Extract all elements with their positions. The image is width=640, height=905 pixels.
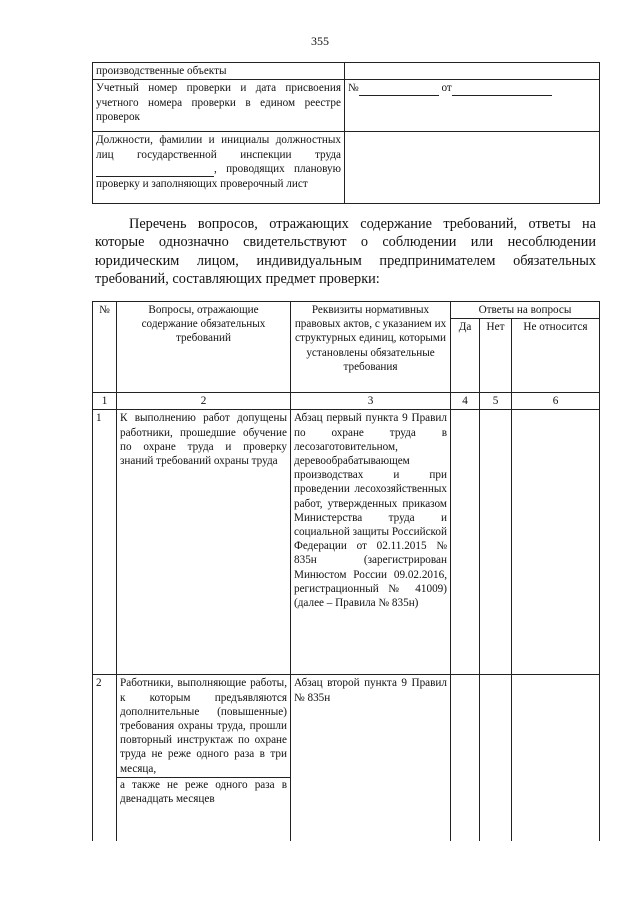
column-number: 6 bbox=[512, 393, 600, 410]
header-num: № bbox=[93, 302, 117, 393]
header-row bbox=[93, 302, 600, 319]
column-number: 3 bbox=[291, 393, 451, 410]
table-row bbox=[93, 132, 600, 204]
answer-no-cell[interactable] bbox=[480, 675, 512, 841]
number-blank-line bbox=[359, 85, 439, 96]
date-prefix: от bbox=[441, 82, 452, 95]
row-number: 1 bbox=[93, 410, 117, 675]
answer-na-cell[interactable] bbox=[512, 410, 600, 675]
inspectors-label bbox=[93, 132, 345, 204]
production-objects-label: производственные объекты bbox=[93, 63, 345, 80]
page-number: 355 bbox=[311, 34, 329, 48]
column-number: 2 bbox=[117, 393, 291, 410]
row-question-part2: а также не реже одного раза в двенадцать месяцев bbox=[120, 778, 287, 806]
table-row bbox=[93, 675, 600, 841]
column-number: 1 bbox=[93, 393, 117, 410]
requirements-table bbox=[92, 301, 600, 841]
answer-no-cell[interactable] bbox=[480, 410, 512, 675]
inspection-number-label: Учетный номер проверки и дата присвоения учетного номера проверки в едином реестре проверок bbox=[93, 80, 345, 132]
intro-paragraph: Перечень вопросов, отражающих содержание требований, ответы на которые однозначно свидетельствуют о соблюдении или несоблюдении юридическим лицом, индивидуальным предпринимателем обязательных требований, составляющих предмет проверки: bbox=[95, 216, 596, 288]
answer-yes-cell[interactable] bbox=[451, 410, 480, 675]
header-questions: Вопросы, отражающие содержание обязательных требований bbox=[117, 302, 291, 393]
date-blank-line bbox=[452, 85, 552, 96]
column-number: 4 bbox=[451, 393, 480, 410]
header-na: Не относится bbox=[512, 319, 600, 393]
row-requisite: Абзац второй пункта 9 Правил № 835н bbox=[291, 675, 451, 841]
row-question: К выполнению работ допущены работники, прошедшие обучение по охране труда и проверку знаний требований охраны труда bbox=[117, 410, 291, 675]
row-question-part1: Работники, выполняющие работы, к которым предъявляются дополнительные (повышенные) требования охраны труда, прошли повторный инструктаж по охране труда не реже одного раза в три месяца, bbox=[117, 676, 290, 777]
header-requisites: Реквизиты нормативных правовых актов, с указанием их структурных единиц, которыми установлены обязательные требования bbox=[291, 302, 451, 393]
inspectors-label-part1: Должности, фамилии и инициалы должностных лиц государственной инспекции труда bbox=[96, 134, 341, 161]
row-question bbox=[117, 675, 291, 841]
header-no: Нет bbox=[480, 319, 512, 393]
table-row bbox=[93, 63, 600, 80]
inspection-info-table bbox=[92, 62, 600, 204]
header-answers: Ответы на вопросы bbox=[451, 302, 600, 319]
table-row bbox=[93, 80, 600, 132]
answer-yes-cell[interactable] bbox=[451, 675, 480, 841]
row-requisite: Абзац первый пункта 9 Правил по охране труда в лесозаготовительном, деревообрабатывающем производствах и при проведении лесохозяйственных работ, утвержденных приказом Министерства труда и социальной защиты Российской Федерации от 02.11.2015 № 835н (зарегистрирован Минюстом России 09.02.2016, регистрационный № 41009) (далее – Правила № 835н) bbox=[291, 410, 451, 675]
column-number: 5 bbox=[480, 393, 512, 410]
row-number: 2 bbox=[93, 675, 117, 841]
inspectors-value bbox=[345, 132, 600, 204]
number-prefix: № bbox=[348, 82, 359, 95]
header-yes: Да bbox=[451, 319, 480, 393]
table-row bbox=[93, 410, 600, 675]
column-number-row bbox=[93, 393, 600, 410]
inspectors-label-part2: , проводящих плановую проверку и заполняющих проверочный лист bbox=[96, 163, 341, 190]
inspection-name-blank-line bbox=[96, 166, 214, 177]
inspection-number-value bbox=[345, 80, 600, 132]
production-objects-value bbox=[345, 63, 600, 80]
answer-na-cell[interactable] bbox=[512, 675, 600, 841]
